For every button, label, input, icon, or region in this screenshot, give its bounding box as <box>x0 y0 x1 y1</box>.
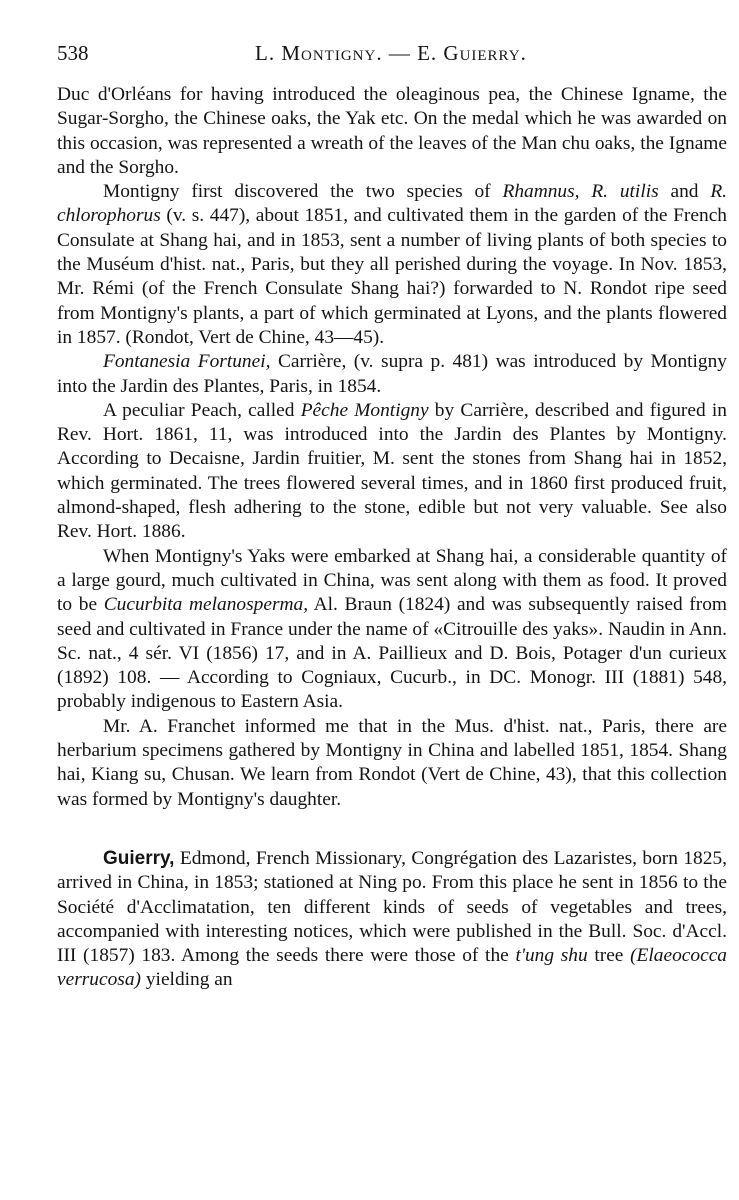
species-name: (Elaeococca verrucosa) <box>57 945 727 991</box>
text-run: A peculiar Peach, called <box>103 399 301 421</box>
paragraph-guierry-entry <box>57 847 727 993</box>
species-name: Cucurbita melanosperma, <box>103 594 309 616</box>
species-name: t'ung shu <box>515 945 588 967</box>
paragraph-peach <box>57 399 727 545</box>
text-run: and <box>658 181 711 203</box>
text-run: Carrière, (v. supra p. 481) was introduced by Montigny into the Jardin des Plantes, Paris, in 1854. <box>57 351 727 397</box>
body-text <box>57 83 727 993</box>
species-name: Fontanesia Fortunei, <box>103 351 271 373</box>
section-gap <box>57 812 727 847</box>
text-run: Montigny first discovered the two species of <box>103 181 503 203</box>
paragraph-rhamnus <box>57 180 727 350</box>
text-run: by Carrière, described and figured in Rev. Hort. 1861, 11, was introduced into the Jardin des Plantes by Montigny. According to Decaisne, Jardin fruitier, M. sent the stones from Shang hai in 1852, which germinated. The trees flowered several times, and in 1860 first produced fruit, almond-shaped, flesh adhering to the stone, edible but not very valuable. See also Rev. Hort. 1886. <box>57 399 727 543</box>
text-run: tree <box>587 945 631 967</box>
species-name: Rhamnus, R. utilis <box>502 181 659 203</box>
text-run: When Montigny's Yaks were embarked at Shang hai, a considerable quantity of a large gourd, much cultivated in China, was sent along with them as food. It proved to be <box>57 545 727 616</box>
species-name: R. chlorophorus <box>57 181 728 227</box>
text-run: Edmond, French Missionary, Congrégation des Lazaristes, born 1825, arrived in China, in 1853; stationed at Ning po. From this place he sent in 1856 to the Société d'Acclimatation, ten different kinds of seeds of vegetables and trees, accompanied with interesting notices, which were published in the Bull. Soc. d'Accl. III (1857) 183. Among the seeds there were those of the <box>57 847 727 967</box>
page-number: 538 <box>57 41 89 65</box>
text-run: yielding an <box>141 969 233 991</box>
entry-name: Guierry, <box>103 847 175 869</box>
paragraph-orleans-medal: Duc d'Orléans for having introduced the oleaginous pea, the Chinese Igname, the Sugar-Sorgho, the Chinese oaks, the Yak etc. On the medal which he was awarded on this occasion, was represented a wreath of the leaves of the Man chu oaks, the Igname and the Sorgho. <box>57 84 727 178</box>
page-header <box>57 38 727 68</box>
species-name: Pêche Montigny <box>300 399 429 421</box>
paragraph-herbarium: Mr. A. Franchet informed me that in the Mus. d'hist. nat., Paris, there are herbarium specimens gathered by Montigny in China and labelled 1851, 1854. Shang hai, Kiang su, Chusan. We learn from Rondot (Vert de Chine, 43), that this collection was formed by Montigny's daughter. <box>57 715 727 810</box>
paragraph-gourd <box>57 545 727 715</box>
running-title: L. Montigny. — E. Guierry. <box>255 41 527 65</box>
text-run: (v. s. 447), about 1851, and cultivated them in the garden of the French Consulate at Shang hai, and in 1853, sent a number of living plants of both species to the Muséum d'hist. nat., Paris, but they all perished during the voyage. In Nov. 1853, Mr. Rémi (of the French Consulate Shang hai?) forwarded to N. Rondot ripe seed from Montigny's plants, a part of which germinated at Lyons, and the plants flowered in 1857. (Rondot, Vert de Chine, 43—45). <box>57 205 727 348</box>
paragraph-fontanesia <box>57 350 727 399</box>
text-run: Al. Braun (1824) and was subsequently raised from seed and cultivated in France under the name of «Citrouille des yaks». Naudin in Ann. Sc. nat., 4 sér. VI (1856) 17, and in A. Paillieux and D. Bois, Potager d'un curieux (1892) 108. — According to Cogniaux, Cucurb., in DC. Monogr. III (1881) 548, probably indigenous to Eastern Asia. <box>57 594 727 713</box>
